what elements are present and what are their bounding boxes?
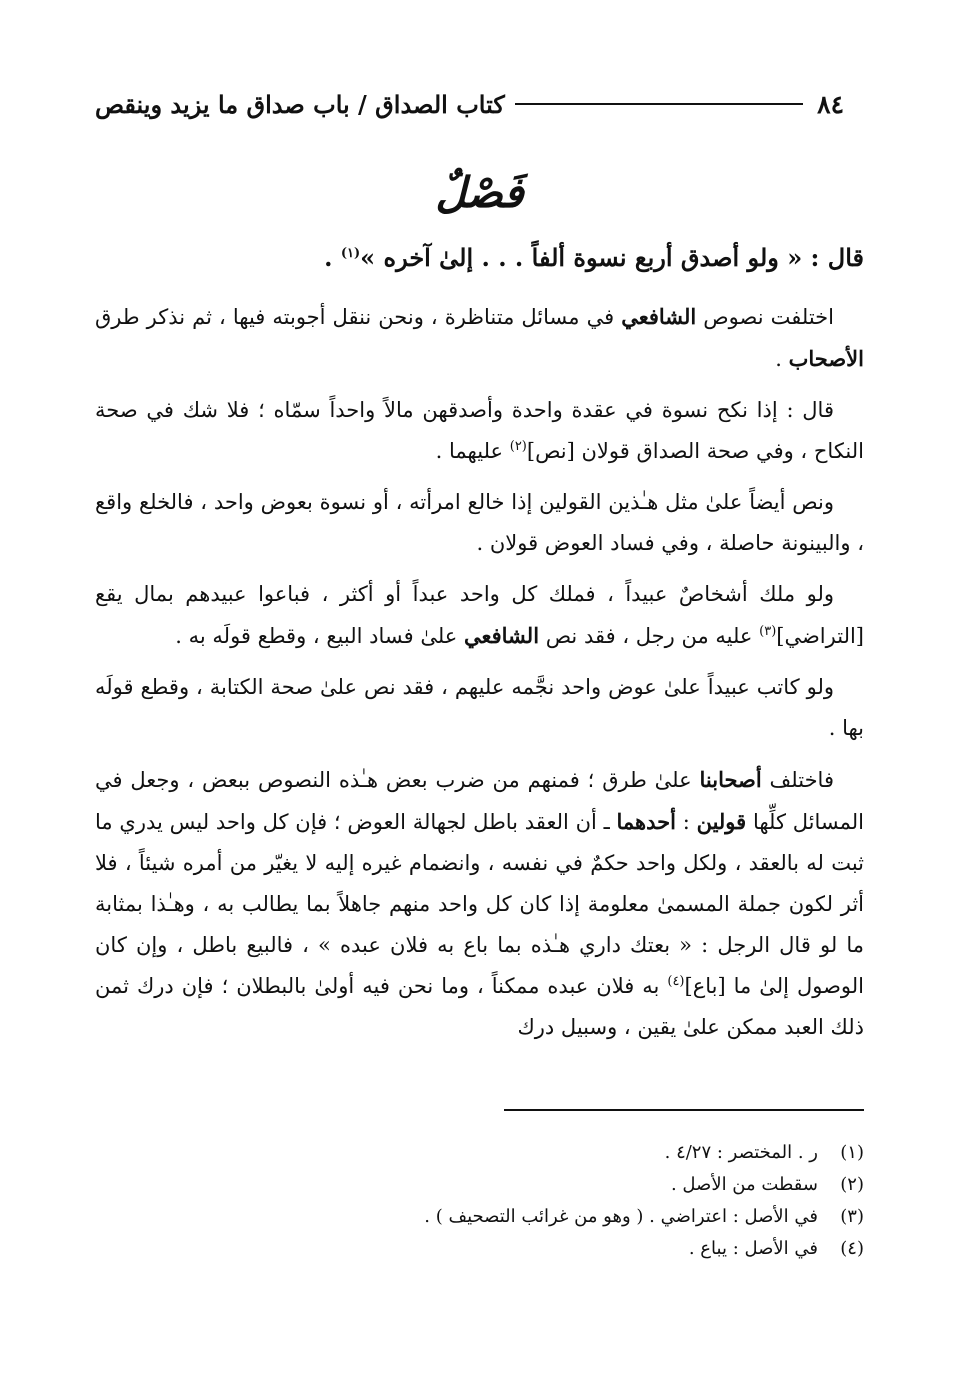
footnote-text: سقطت من الأصل .: [670, 1174, 818, 1195]
p1-text-c: في مسائل متناظرة ، ونحن ننقل أجوبته فيها ، ثم نذكر طرق: [95, 305, 622, 329]
quote-text: قال : « ولو أصدق أربع نسوة ألفاً . . . إلىٰ آخره »: [360, 243, 864, 272]
footnote-item: [95, 1233, 864, 1265]
p4-text-d: علىٰ فساد البيع ، وقطع قولَه به .: [175, 624, 464, 648]
footnote-text: ر . المختصر : ٤/٢٧ .: [664, 1142, 818, 1163]
page-number: ٨٤: [817, 89, 844, 119]
page-header: [95, 82, 844, 126]
p2-text-a: قال : إذا نكح نسوة في عقدة واحدة وأصدقهن مالاً واحداً سمّاه ؛ فلا شك في صحة النكاح ، وفي صحة الصداق قولان [نص]: [95, 398, 864, 463]
p4-bold-shafii: الشافعي: [463, 623, 540, 648]
p6-text-a: فاختلف: [761, 768, 834, 792]
running-title: كتاب الصداق / باب صداق ما يزيد وينقص: [95, 89, 505, 119]
footnote-ref-1: (١): [340, 246, 361, 261]
footnote-number: (١): [840, 1142, 864, 1163]
p6-text-g: ـ أن العقد باطل لجهالة العوض ؛ فإن كل واحد ليس يدري ما ثبت له بالعقد ، ولكل واحد حكمٌ في نفسه ، وانضمام غيره إليه لا يغيّر من أمره شيئاً ، فلا أثر لكون جملة المسمىٰ معلومة إذا كان كل واحد منهم جاهلاً بما يطالب به ، وهـٰذا بمثابة ما لو قال الرجل : « بعتك داري هـٰذه بما باع به فلان عبده » ، فالبيع باطل ، وإن كان الوصول إلىٰ ما [باع]: [95, 810, 865, 998]
footnote-item: [95, 1137, 864, 1169]
p6-bold-ahaduhuma: أحدهما: [616, 809, 676, 834]
header-rule: [515, 103, 803, 105]
footnote-ref-3: (٣): [759, 624, 777, 639]
p6-text-h: به فلان عبده ممكناً ، وما نحن فيه أولىٰ بالبطلان ؛ فإن درك ثمن ذلك العبد ممكن علىٰ يقين ، وسبيل درك: [95, 974, 864, 1039]
paragraph-4: [95, 574, 864, 657]
footnotes: [95, 1137, 864, 1265]
paragraph-3: ونص أيضاً علىٰ مثل هـٰذين القولين إذا خالع امرأته ، أو نسوة بعوض واحد ، فالخلع واقع ، والبينونة حاصلة ، وفي فساد العوض قولان .: [95, 490, 864, 555]
footnote-item: [95, 1169, 864, 1201]
paragraph-2: [95, 390, 864, 472]
paragraph-1: [95, 296, 864, 380]
p6-text-c: علىٰ طرق ؛ فمنهم من ضرب بعض هـٰذه النصوص ببعض ، وجعل في المسائل كلِّها: [95, 768, 864, 834]
quote-end: .: [324, 243, 341, 272]
paragraph-6: [95, 759, 864, 1048]
quoted-matn: [95, 238, 864, 278]
p4-text-b: عليه من رجل ، فقد نص: [539, 624, 760, 648]
p2-text-b: عليهما .: [435, 439, 510, 463]
footnote-ref-4: (٤): [667, 974, 685, 989]
footnote-ref-2: (٢): [509, 439, 527, 454]
footnote-rule: [504, 1109, 864, 1111]
p6-bold-ashabuna: أصحابنا: [699, 767, 762, 792]
footnote-number: (٣): [840, 1206, 864, 1227]
body-text: [95, 296, 864, 1048]
footnote-text: في الأصل : يباع .: [688, 1238, 818, 1259]
footnote-text: في الأصل : اعتراضي . ( وهو من غرائب التصحيف ) .: [424, 1206, 818, 1227]
footnote-number: (٢): [840, 1174, 864, 1195]
footnote-item: [95, 1201, 864, 1233]
p1-text-e: .: [775, 347, 789, 371]
p4-text-a: ولو ملك أشخاصٌ عبيداً ، فملك كل واحد عبداً أو أكثر ، فباعوا عبيدهم بمال يقع [التراضي]: [95, 582, 864, 648]
section-heading: فَصْلٌ: [435, 168, 524, 217]
p1-text-a: اختلفت نصوص: [696, 305, 834, 329]
p1-bold-ashab: الأصحاب: [788, 346, 864, 371]
p6-bold-qawlayn: قولين: [696, 809, 747, 834]
footnote-number: (٤): [840, 1238, 864, 1259]
p6-text-e: :: [675, 810, 697, 834]
paragraph-5: ولو كاتب عبيداً علىٰ عوض واحد نجَّمه عليهم ، فقد نص علىٰ صحة الكتابة ، وقطع قولَه بها .: [95, 675, 864, 740]
p1-bold-shafii: الشافعي: [621, 304, 697, 329]
